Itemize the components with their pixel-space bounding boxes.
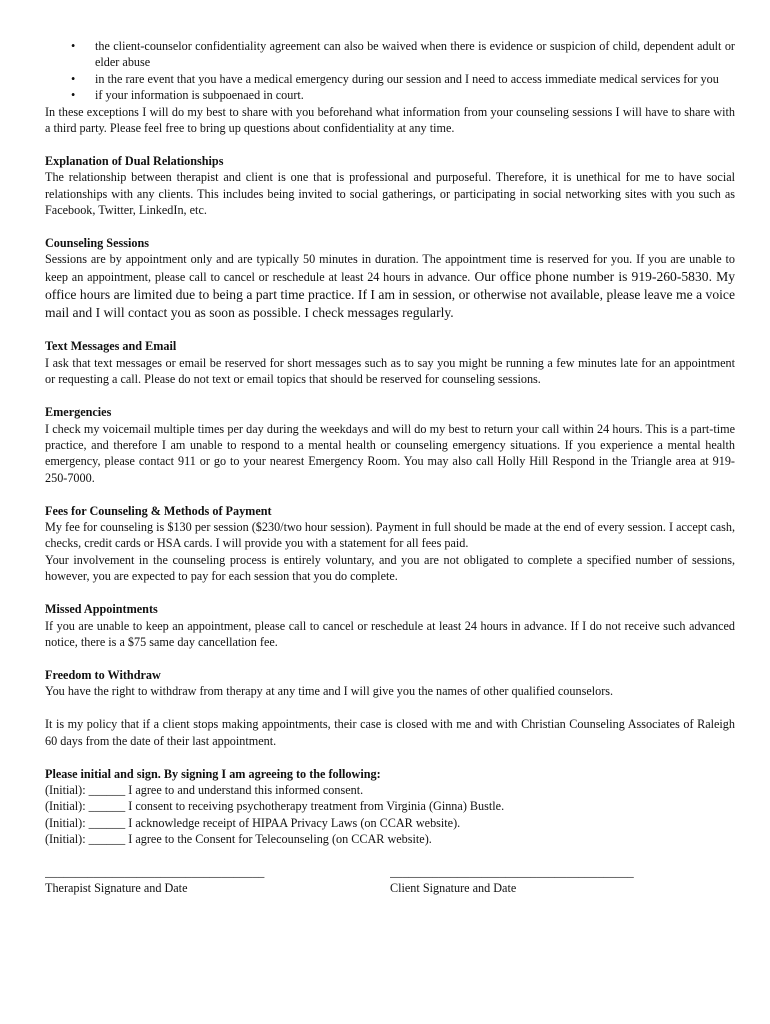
session-policy-text: Sessions are by appointment only and are typically 50 minutes in duration. The appointment time is reserved for you. If you are unable to keep an appointment, please call to cancel or reschedule at least 24 hours in advance. bbox=[45, 252, 735, 284]
fees-section bbox=[45, 503, 735, 585]
section-heading: Freedom to Withdraw bbox=[45, 667, 161, 682]
document-page bbox=[45, 38, 735, 896]
therapist-signature bbox=[45, 864, 390, 897]
initial-item[interactable]: (Initial): ______ I agree to and understand this informed consent. bbox=[45, 782, 364, 797]
signature-block bbox=[45, 864, 735, 897]
section-heading: Text Messages and Email bbox=[45, 339, 177, 354]
client-signature bbox=[390, 864, 735, 897]
section-heading: Please initial and sign. By signing I am agreeing to the following: bbox=[45, 766, 381, 781]
list-item: • in the rare event that you have a medical emergency during our session and I need to access immediate medical services for you bbox=[45, 71, 735, 87]
client-signature-line[interactable]: ________________________________________ bbox=[390, 864, 634, 879]
section-body: The relationship between therapist and client is one that is professional and purposeful. Therefore, it is unethical for me to have social relationships with any clients. This includes being invited to social gatherings, or participating in social networking sites with you such as Facebook, Twitter, LinkedIn, etc. bbox=[45, 170, 735, 218]
agreement-section bbox=[45, 766, 735, 848]
office-hours-text: Our office phone number is 919-260-5830. My office hours are limited due to being a part time practice. If I am in session, or otherwise not available, please leave me a voice mail and I will contact you as soon as possible. I check messages regularly. bbox=[45, 268, 735, 320]
section-body: I ask that text messages or email be reserved for short messages such as to say you might be running a few minutes late for an appointment or requesting a call. Please do not text or email topics that should be reserved for counseling sessions. bbox=[45, 355, 735, 387]
list-item: • the client-counselor confidentiality agreement can also be waived when there is evidence or suspicion of child, dependent adult or elder abuse bbox=[45, 38, 735, 71]
section-heading: Emergencies bbox=[45, 405, 112, 420]
initial-item[interactable]: (Initial): ______ I consent to receiving psychotherapy treatment from Virginia (Ginna) Bustle. bbox=[45, 799, 505, 814]
freedom-to-withdraw-section bbox=[45, 667, 735, 700]
section-heading: Explanation of Dual Relationships bbox=[45, 153, 224, 168]
therapist-signature-line[interactable]: ____________________________________ bbox=[45, 864, 265, 879]
dual-relationships-section bbox=[45, 153, 735, 219]
counseling-sessions-section bbox=[45, 235, 735, 322]
section-heading: Counseling Sessions bbox=[45, 236, 149, 251]
list-item: • if your information is subpoenaed in court. bbox=[45, 87, 735, 103]
text-email-section bbox=[45, 338, 735, 387]
policy-paragraph: It is my policy that if a client stops making appointments, their case is closed with me and with Christian Counseling Associates of Raleigh 60 days from the date of their last appointment. bbox=[45, 717, 735, 748]
therapist-signature-label: Therapist Signature and Date bbox=[45, 880, 188, 895]
initial-item[interactable]: (Initial): ______ I acknowledge receipt of HIPAA Privacy Laws (on CCAR website). bbox=[45, 815, 461, 830]
section-heading: Fees for Counseling & Methods of Payment bbox=[45, 503, 272, 518]
exceptions-paragraph: In these exceptions I will do my best to share with you beforehand what information from your counseling sessions I will have to share with a third party. Please feel free to bring up questions about confidentiality at any time. bbox=[45, 104, 735, 136]
section-heading: Missed Appointments bbox=[45, 602, 158, 617]
section-body bbox=[45, 251, 735, 321]
initial-item[interactable]: (Initial): ______ I agree to the Consent for Telecounseling (on CCAR website). bbox=[45, 832, 432, 847]
section-body: I check my voicemail multiple times per day during the weekdays and will do my best to return your call within 24 hours. This is a part-time practice, and therefore I am unable to respond to a mental health or counseling emergency situations. If you experience a mental health emergency, please contact 911 or go to your nearest Emergency Room. You may also call Holly Hill Respond in the Triangle area at 919-250-7000. bbox=[45, 421, 735, 485]
section-body: Your involvement in the counseling process is entirely voluntary, and you are not obligated to complete a specified number of sessions, however, you are expected to pay for each session that you do complete. bbox=[45, 552, 735, 584]
emergencies-section bbox=[45, 404, 735, 486]
section-body: You have the right to withdraw from therapy at any time and I will give you the names of other qualified counselors. bbox=[45, 684, 614, 699]
case-closure-section bbox=[45, 716, 735, 749]
initials-list bbox=[45, 782, 735, 848]
confidentiality-exceptions-list bbox=[45, 38, 735, 104]
section-body: My fee for counseling is $130 per session ($230/two hour session). Payment in full should be made at the end of every session. I accept cash, checks, credit cards or HSA cards. I will provide you with a statement for all fees paid. bbox=[45, 520, 735, 551]
client-signature-label: Client Signature and Date bbox=[390, 880, 517, 895]
section-body: If you are unable to keep an appointment, please call to cancel or reschedule at least 24 hours in advance. If I do not receive such advanced notice, there is a $75 same day cancellation fee. bbox=[45, 618, 735, 649]
missed-appointments-section bbox=[45, 601, 735, 650]
